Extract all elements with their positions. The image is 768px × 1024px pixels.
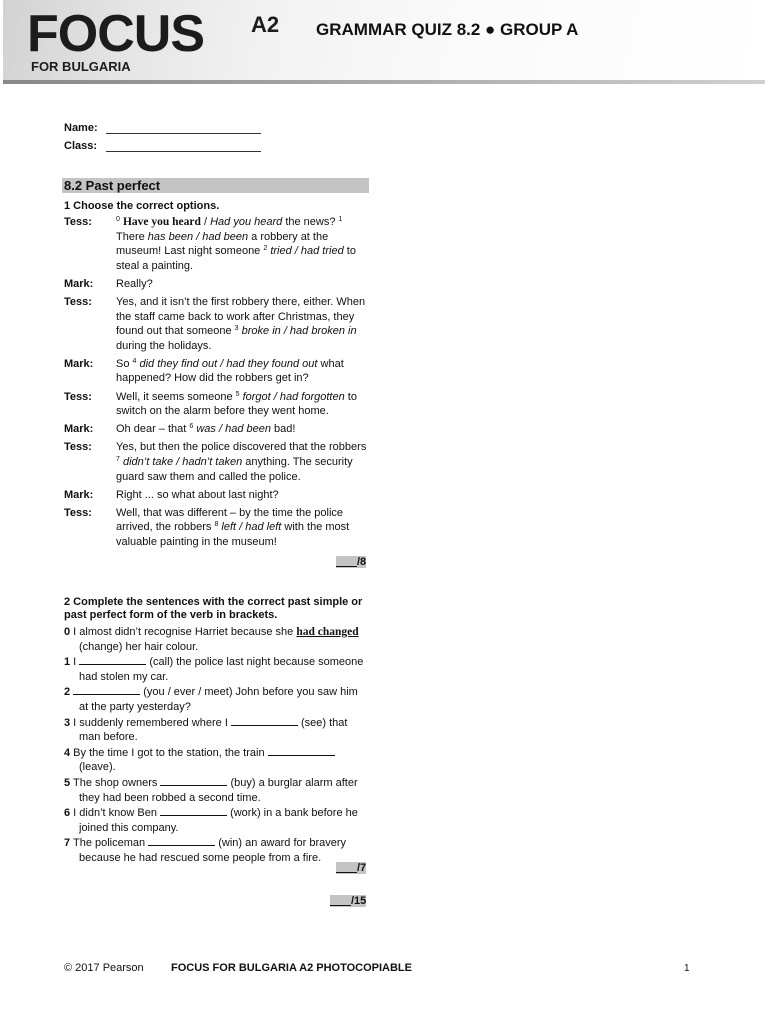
speaker: Tess:	[64, 295, 92, 308]
score-label: /8	[357, 556, 367, 568]
item-number: 2	[64, 686, 71, 699]
level-label: A2	[251, 12, 280, 37]
text: The policeman	[70, 837, 149, 850]
text: (you / ever / meet) John before you saw him at the party yesterday?	[79, 686, 358, 713]
speech	[116, 357, 370, 386]
text: (change) her hair colour.	[79, 640, 199, 653]
section-title: 8.2 Past perfect	[62, 178, 369, 193]
text: By the time I got to the station, the train	[70, 746, 268, 759]
text: Yes, but then the police discovered that the robbers	[116, 441, 367, 454]
item-number: 6	[189, 423, 194, 431]
speech	[116, 215, 370, 273]
speaker: Tess:	[64, 216, 92, 228]
sentence-item	[64, 654, 370, 684]
text: I didn’t know Ben	[70, 807, 161, 820]
speech	[116, 295, 370, 353]
option[interactable]: broke in / had broken in	[241, 325, 357, 338]
answer-gap[interactable]	[73, 684, 140, 695]
dialogue-line	[64, 422, 370, 437]
item-number: 6	[64, 807, 71, 820]
text: with the most valuable painting in the museum!	[116, 521, 350, 548]
item-number: 3	[234, 325, 239, 333]
sentence-item	[64, 625, 370, 654]
exercise1-score	[336, 556, 366, 568]
exercise1-heading-text: 1 Choose the correct options.	[64, 200, 220, 212]
speaker: Mark:	[64, 277, 94, 290]
name-label: Name:	[64, 122, 98, 134]
student-fields	[64, 121, 261, 157]
class-line[interactable]	[106, 140, 261, 152]
score-blank[interactable]	[330, 895, 351, 906]
option[interactable]: Had you heard	[210, 216, 283, 228]
text: what happened? How did the robbers get in?	[116, 357, 344, 385]
item-number: 0	[116, 216, 120, 223]
item-number: 5	[235, 390, 240, 398]
text: I	[70, 656, 80, 669]
option-answer: Have you heard	[122, 216, 201, 228]
class-field[interactable]	[64, 139, 261, 157]
speaker: Tess:	[64, 506, 92, 519]
total-score	[330, 895, 366, 907]
speech: Right ... so what about last night?	[116, 488, 279, 501]
sentence-item	[64, 715, 370, 745]
text: anything. The security guard saw them and called the police.	[116, 455, 353, 483]
dialogue-line	[64, 488, 370, 503]
answer-gap[interactable]	[231, 715, 298, 726]
answer-gap[interactable]	[160, 805, 227, 816]
text: a robbery at the museum! Last night someone	[116, 230, 329, 258]
option[interactable]: forgot / had forgotten	[242, 390, 345, 403]
text: (buy) a burglar alarm after they had been robbed a second time.	[79, 776, 358, 804]
copyright: © 2017 Pearson	[64, 962, 144, 974]
text: Well, that was different – by the time the police arrived, the robbers	[116, 506, 344, 534]
focus-logo: FOCUS	[27, 5, 204, 63]
answer-gap[interactable]	[160, 775, 227, 786]
option[interactable]: has been / had been	[147, 230, 249, 243]
speech	[116, 422, 370, 437]
sentence-item	[64, 684, 370, 714]
item-number: 7	[64, 837, 71, 850]
text: bad!	[270, 423, 296, 436]
text: The shop owners	[70, 776, 161, 789]
sentence-item	[64, 805, 370, 835]
text: (win) an award for bravery because he had rescued some people from a fire.	[79, 837, 347, 864]
speaker: Mark:	[64, 488, 94, 501]
answer-gap[interactable]	[148, 835, 215, 846]
speech: Really?	[116, 277, 153, 290]
option[interactable]: left / had left	[221, 521, 282, 534]
dialogue-line	[64, 390, 370, 419]
speech	[116, 506, 370, 550]
text: Oh dear – that	[116, 423, 190, 436]
answer-gap[interactable]	[268, 745, 335, 756]
text: Well, it seems someone	[116, 390, 236, 403]
speaker: Mark:	[64, 423, 94, 436]
publication-label: FOCUS FOR BULGARIA A2 PHOTOCOPIABLE	[171, 962, 412, 974]
text: (work) in a bank before he joined this company.	[79, 807, 358, 834]
score-blank[interactable]	[336, 556, 357, 567]
option[interactable]: did they find out / had they found out	[139, 357, 318, 370]
dialogue-line	[64, 277, 370, 292]
item-number: 4	[132, 357, 137, 365]
item-number: 1	[64, 656, 71, 669]
exercise1-dialogue	[64, 215, 370, 553]
option[interactable]: was / had been	[196, 423, 271, 436]
item-number: 5	[64, 776, 71, 789]
speech	[116, 390, 370, 419]
page-number: 1	[684, 963, 690, 974]
dialogue-line	[64, 440, 370, 484]
speaker: Tess:	[64, 390, 92, 403]
class-label: Class:	[64, 140, 98, 152]
exercise2-heading	[64, 596, 370, 622]
text: (leave).	[79, 761, 116, 774]
quiz-title: GRAMMAR QUIZ 8.2 ● GROUP A	[316, 20, 579, 39]
score-blank[interactable]	[336, 862, 357, 873]
item-number: 3	[64, 716, 71, 729]
score-label: /15	[351, 895, 367, 907]
option[interactable]: didn’t take / hadn’t taken	[122, 455, 243, 468]
sentence-item	[64, 835, 370, 865]
option[interactable]: tried / had tried	[270, 245, 344, 258]
text: Yes, and it isn’t the first robbery there, either. When the staff came back to work after Christmas, they found out that someone	[116, 295, 366, 338]
text: I suddenly remembered where I	[70, 716, 231, 729]
dialogue-line	[64, 295, 370, 353]
answer-gap[interactable]	[79, 654, 146, 665]
dialogue-line	[64, 357, 370, 386]
speaker: Mark:	[64, 357, 94, 370]
text: There	[116, 230, 148, 243]
text: to steal a painting.	[116, 245, 356, 272]
speech	[116, 440, 370, 484]
item-number: 0	[64, 626, 71, 638]
item-number: 1	[338, 216, 343, 223]
item-number: 4	[64, 746, 71, 759]
header-rule	[3, 80, 765, 84]
item-number: 2	[263, 245, 268, 253]
sentence-item	[64, 775, 370, 805]
logo-subtitle: FOR BULGARIA	[31, 59, 131, 74]
text: the news?	[282, 216, 339, 228]
sentence-item	[64, 745, 370, 775]
text: during the holidays.	[116, 339, 212, 352]
name-field[interactable]	[64, 121, 261, 139]
text: (call) the police last night because someone had stolen my car.	[79, 656, 364, 683]
item-number: 8	[214, 521, 219, 529]
text: So	[116, 357, 133, 370]
item-number: 7	[116, 455, 120, 463]
exercise2-heading-text: 2 Complete the sentences with the correct past simple or past perfect form of the verb in brackets.	[64, 596, 363, 621]
exercise2-sentences	[64, 625, 370, 866]
speaker: Tess:	[64, 441, 92, 454]
score-label: /7	[357, 862, 367, 874]
dialogue-line	[64, 215, 370, 273]
exercise2-score	[336, 862, 366, 874]
text: to switch on the alarm before they went home.	[116, 390, 357, 418]
example-answer: had changed	[296, 626, 359, 638]
header-banner	[3, 0, 765, 84]
name-line[interactable]	[106, 122, 261, 134]
text: I almost didn’t recognise Harriet because she	[70, 626, 297, 638]
text: (see) that man before.	[79, 716, 348, 744]
exercise1-heading	[64, 200, 370, 213]
dialogue-line	[64, 506, 370, 550]
text: /	[200, 216, 211, 228]
